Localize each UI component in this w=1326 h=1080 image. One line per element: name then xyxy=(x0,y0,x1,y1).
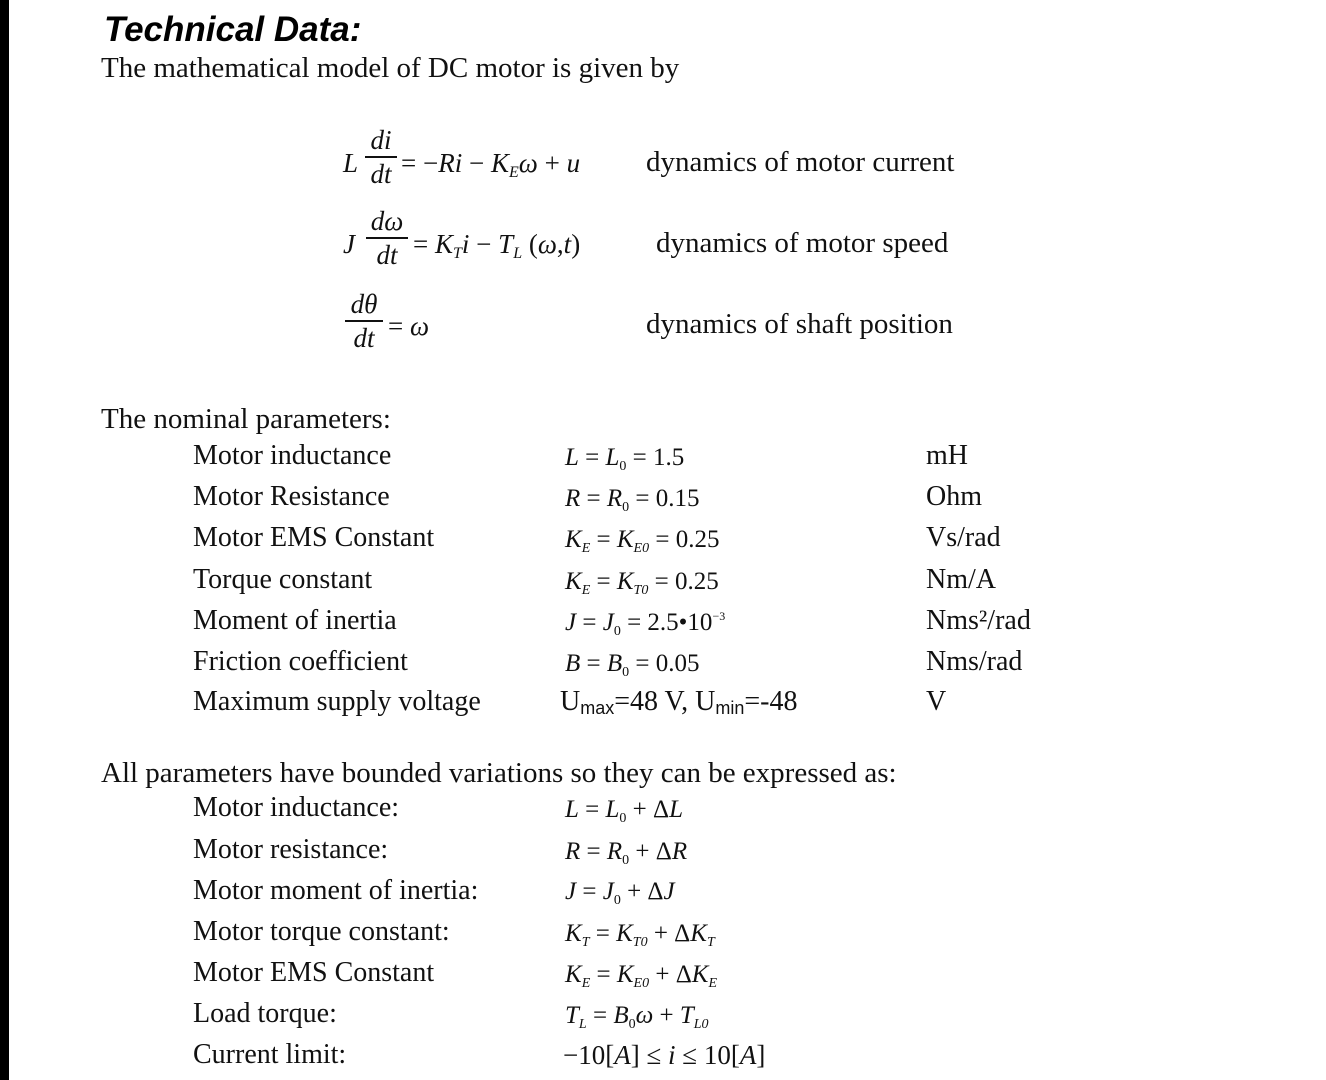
nominal-label-ems: Motor EMS Constant xyxy=(193,522,435,553)
nominal-value-voltage: $U_{max}=48$ V, $U_{min}=-48$ xyxy=(560,686,798,718)
left-border xyxy=(0,0,9,1080)
nominal-value-inductance: $L = L_0 = 1.5$ xyxy=(565,444,685,474)
variation-formula-resistance: $R = R_0 + \Delta R$ xyxy=(565,838,688,868)
nominal-unit-ems: Vs/rad xyxy=(926,522,1001,553)
nominal-heading: The nominal parameters: xyxy=(101,403,391,435)
nominal-unit-voltage: V xyxy=(926,686,947,717)
nominal-value-ems: $K_E = K_{E0} = 0.25$ xyxy=(565,526,720,556)
variation-formula-inertia: $J = J_0 + \Delta J$ xyxy=(565,878,675,908)
equation-position-description: dynamics of shaft position xyxy=(646,308,953,340)
nominal-label-resistance: Motor Resistance xyxy=(193,481,390,512)
nominal-unit-resistance: Ohm xyxy=(926,481,982,512)
fraction-di-dt: di dt xyxy=(365,124,397,190)
nominal-unit-inductance: mH xyxy=(926,440,968,471)
variations-heading: All parameters have bounded variations so they can be expressed as: xyxy=(101,757,897,789)
nominal-unit-inertia: Nms²/rad xyxy=(926,605,1031,636)
variation-formula-current: −10[A] ≤ i ≤ 10[A] xyxy=(563,1040,766,1070)
nominal-label-voltage: Maximum supply voltage xyxy=(193,686,481,717)
nominal-label-friction: Friction coefficient xyxy=(193,646,408,677)
nominal-label-inductance: Motor inductance xyxy=(193,440,392,471)
nominal-label-torque: Torque constant xyxy=(193,564,373,595)
variation-label-torque: Motor torque constant: xyxy=(193,916,450,947)
variation-formula-load: $T_L = B_0\omega + T_{L0}$ xyxy=(565,1002,709,1032)
equation-current-description: dynamics of motor current xyxy=(646,146,955,178)
variation-label-current: Current limit: xyxy=(193,1039,347,1070)
variation-formula-ems: $K_E = K_{E0} + \Delta K_E$ xyxy=(565,961,718,991)
variation-label-ems: Motor EMS Constant xyxy=(193,957,435,988)
variation-label-inertia: Motor moment of inertia: xyxy=(193,875,479,906)
intro-text: The mathematical model of DC motor is given by xyxy=(101,52,680,84)
section-title: Technical Data: xyxy=(104,10,362,49)
variation-label-load: Load torque: xyxy=(193,998,337,1029)
nominal-unit-friction: Nms/rad xyxy=(926,646,1023,677)
nominal-value-torque: $K_E = K_{T0} = 0.25$ xyxy=(565,568,719,598)
variation-label-inductance: Motor inductance: xyxy=(193,792,400,823)
nominal-value-friction: $B = B_0 = 0.05$ xyxy=(565,650,700,680)
nominal-value-inertia: $J = J_0$ = $2.5•10^{-3}$ xyxy=(565,609,726,639)
fraction-dtheta-dt: dθ dt xyxy=(345,288,383,354)
nominal-label-inertia: Moment of inertia xyxy=(193,605,397,636)
equation-speed-description: dynamics of motor speed xyxy=(656,227,949,259)
variation-label-resistance: Motor resistance: xyxy=(193,834,389,865)
nominal-unit-torque: Nm/A xyxy=(926,564,996,595)
fraction-domega-dt: dω dt xyxy=(366,205,408,271)
variation-formula-torque: $K_T = K_{T0} + \Delta K_T$ xyxy=(565,920,715,950)
variation-formula-inductance: $L = L_0 + \Delta L$ xyxy=(565,796,684,826)
nominal-value-resistance: $R = R_0 = 0.15$ xyxy=(565,485,700,515)
